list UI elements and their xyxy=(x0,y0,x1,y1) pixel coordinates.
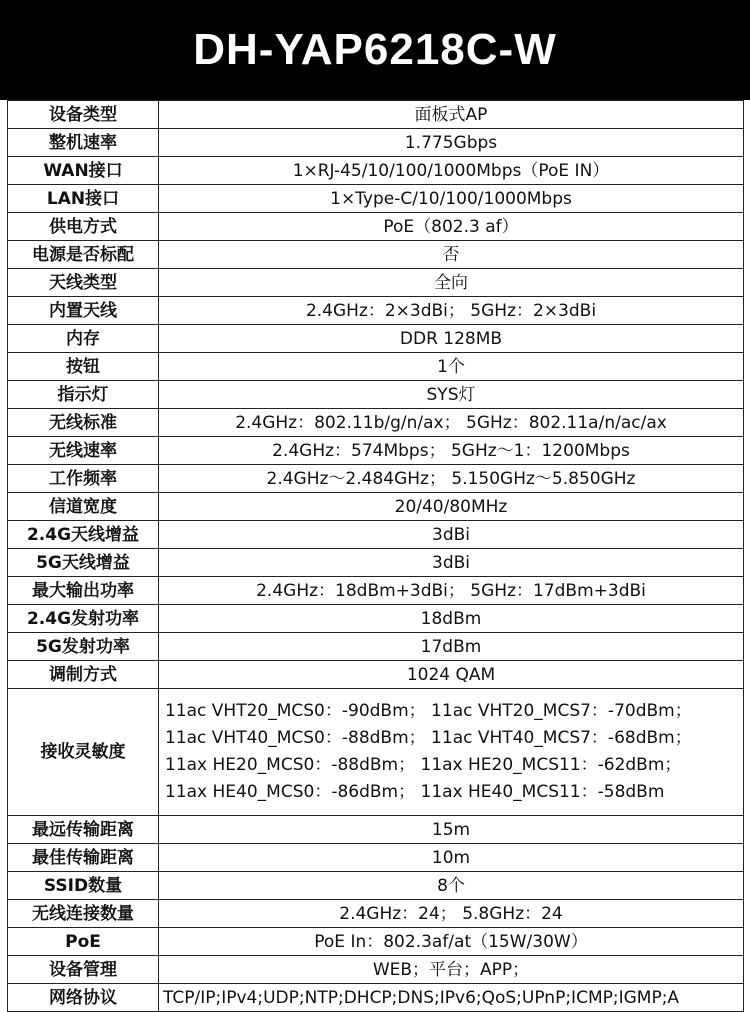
spec-label: 信道宽度 xyxy=(8,493,159,521)
spec-value: 18dBm xyxy=(159,605,744,633)
spec-label: 天线类型 xyxy=(8,269,159,297)
spec-label: 2.4G天线增益 xyxy=(8,521,159,549)
spec-row xyxy=(8,101,744,129)
spec-value: 2.4GHz：574Mbps； 5GHz～1：1200Mbps xyxy=(159,437,744,465)
spec-value-multiline xyxy=(159,689,744,816)
spec-label: 接收灵敏度 xyxy=(8,689,159,816)
spec-row xyxy=(8,157,744,185)
spec-value: 1.775Gbps xyxy=(159,129,744,157)
spec-row xyxy=(8,213,744,241)
spec-label: 最大输出功率 xyxy=(8,577,159,605)
spec-label: 工作频率 xyxy=(8,465,159,493)
spec-row xyxy=(8,900,744,928)
spec-row xyxy=(8,577,744,605)
spec-value: 否 xyxy=(159,241,744,269)
spec-label: 最远传输距离 xyxy=(8,816,159,844)
spec-value: 2.4GHz：2×3dBi； 5GHz：2×3dBi xyxy=(159,297,744,325)
spec-value: 17dBm xyxy=(159,633,744,661)
spec-label: 内存 xyxy=(8,325,159,353)
spec-label: 指示灯 xyxy=(8,381,159,409)
spec-label: 电源是否标配 xyxy=(8,241,159,269)
spec-table xyxy=(7,100,744,1012)
spec-row xyxy=(8,437,744,465)
spec-value: 8个 xyxy=(159,872,744,900)
spec-row xyxy=(8,297,744,325)
spec-value: 1024 QAM xyxy=(159,661,744,689)
spec-value: 1×Type-C/10/100/1000Mbps xyxy=(159,185,744,213)
spec-row xyxy=(8,956,744,984)
spec-row xyxy=(8,409,744,437)
spec-row xyxy=(8,844,744,872)
spec-row xyxy=(8,521,744,549)
spec-row-sensitivity xyxy=(8,689,744,816)
spec-label: PoE xyxy=(8,928,159,956)
spec-label: 无线连接数量 xyxy=(8,900,159,928)
spec-value: 2.4GHz：24； 5.8GHz：24 xyxy=(159,900,744,928)
spec-value: 全向 xyxy=(159,269,744,297)
spec-row xyxy=(8,872,744,900)
spec-label: 内置天线 xyxy=(8,297,159,325)
spec-value: 面板式AP xyxy=(159,101,744,129)
title-banner xyxy=(0,0,750,100)
spec-value: 1个 xyxy=(159,353,744,381)
spec-label: 5G天线增益 xyxy=(8,549,159,577)
spec-value: SYS灯 xyxy=(159,381,744,409)
sensitivity-line: 11ac VHT40_MCS0：-88dBm； 11ac VHT40_MCS7：-68dBm； xyxy=(165,728,692,748)
spec-label: 调制方式 xyxy=(8,661,159,689)
spec-row xyxy=(8,325,744,353)
spec-value: 2.4GHz～2.484GHz； 5.150GHz～5.850GHz xyxy=(159,465,744,493)
spec-row xyxy=(8,241,744,269)
spec-row xyxy=(8,185,744,213)
spec-row xyxy=(8,605,744,633)
spec-value: PoE（802.3 af） xyxy=(159,213,744,241)
spec-label: 网络协议 xyxy=(8,984,159,1012)
spec-label: 设备类型 xyxy=(8,101,159,129)
spec-row-protocol xyxy=(8,984,744,1012)
spec-row xyxy=(8,661,744,689)
spec-value: TCP/IP;IPv4;UDP;NTP;DHCP;DNS;IPv6;QoS;UPnP;ICMP;IGMP;A xyxy=(159,984,744,1012)
spec-label: SSID数量 xyxy=(8,872,159,900)
spec-value: 15m xyxy=(159,816,744,844)
spec-label: 按钮 xyxy=(8,353,159,381)
spec-value: DDR 128MB xyxy=(159,325,744,353)
product-title: DH-YAP6218C-W xyxy=(193,25,557,74)
spec-row xyxy=(8,129,744,157)
sensitivity-line: 11ax HE40_MCS0：-86dBm； 11ax HE40_MCS11：-58dBm xyxy=(165,782,665,802)
spec-row xyxy=(8,493,744,521)
spec-row xyxy=(8,381,744,409)
spec-value: 1×RJ-45/10/100/1000Mbps（PoE IN） xyxy=(159,157,744,185)
sensitivity-line: 11ax HE20_MCS0：-88dBm； 11ax HE20_MCS11：-62dBm； xyxy=(165,755,682,775)
spec-label: LAN接口 xyxy=(8,185,159,213)
spec-label: 无线标准 xyxy=(8,409,159,437)
spec-label: 设备管理 xyxy=(8,956,159,984)
spec-label: 5G发射功率 xyxy=(8,633,159,661)
spec-label: 整机速率 xyxy=(8,129,159,157)
spec-row xyxy=(8,465,744,493)
spec-label: 2.4G发射功率 xyxy=(8,605,159,633)
spec-row xyxy=(8,269,744,297)
spec-label: 无线速率 xyxy=(8,437,159,465)
spec-value: PoE In：802.3af/at（15W/30W） xyxy=(159,928,744,956)
spec-value: WEB；平台；APP； xyxy=(159,956,744,984)
spec-value: 10m xyxy=(159,844,744,872)
spec-row xyxy=(8,816,744,844)
spec-label: 最佳传输距离 xyxy=(8,844,159,872)
spec-value: 2.4GHz：802.11b/g/n/ax； 5GHz：802.11a/n/ac/ax xyxy=(159,409,744,437)
sensitivity-line: 11ac VHT20_MCS0：-90dBm； 11ac VHT20_MCS7：-70dBm； xyxy=(165,701,692,721)
spec-row xyxy=(8,928,744,956)
spec-row xyxy=(8,633,744,661)
spec-label: 供电方式 xyxy=(8,213,159,241)
spec-row xyxy=(8,549,744,577)
spec-value: 3dBi xyxy=(159,549,744,577)
spec-row xyxy=(8,353,744,381)
spec-label: WAN接口 xyxy=(8,157,159,185)
spec-value: 3dBi xyxy=(159,521,744,549)
spec-value: 2.4GHz：18dBm+3dBi； 5GHz：17dBm+3dBi xyxy=(159,577,744,605)
spec-value: 20/40/80MHz xyxy=(159,493,744,521)
